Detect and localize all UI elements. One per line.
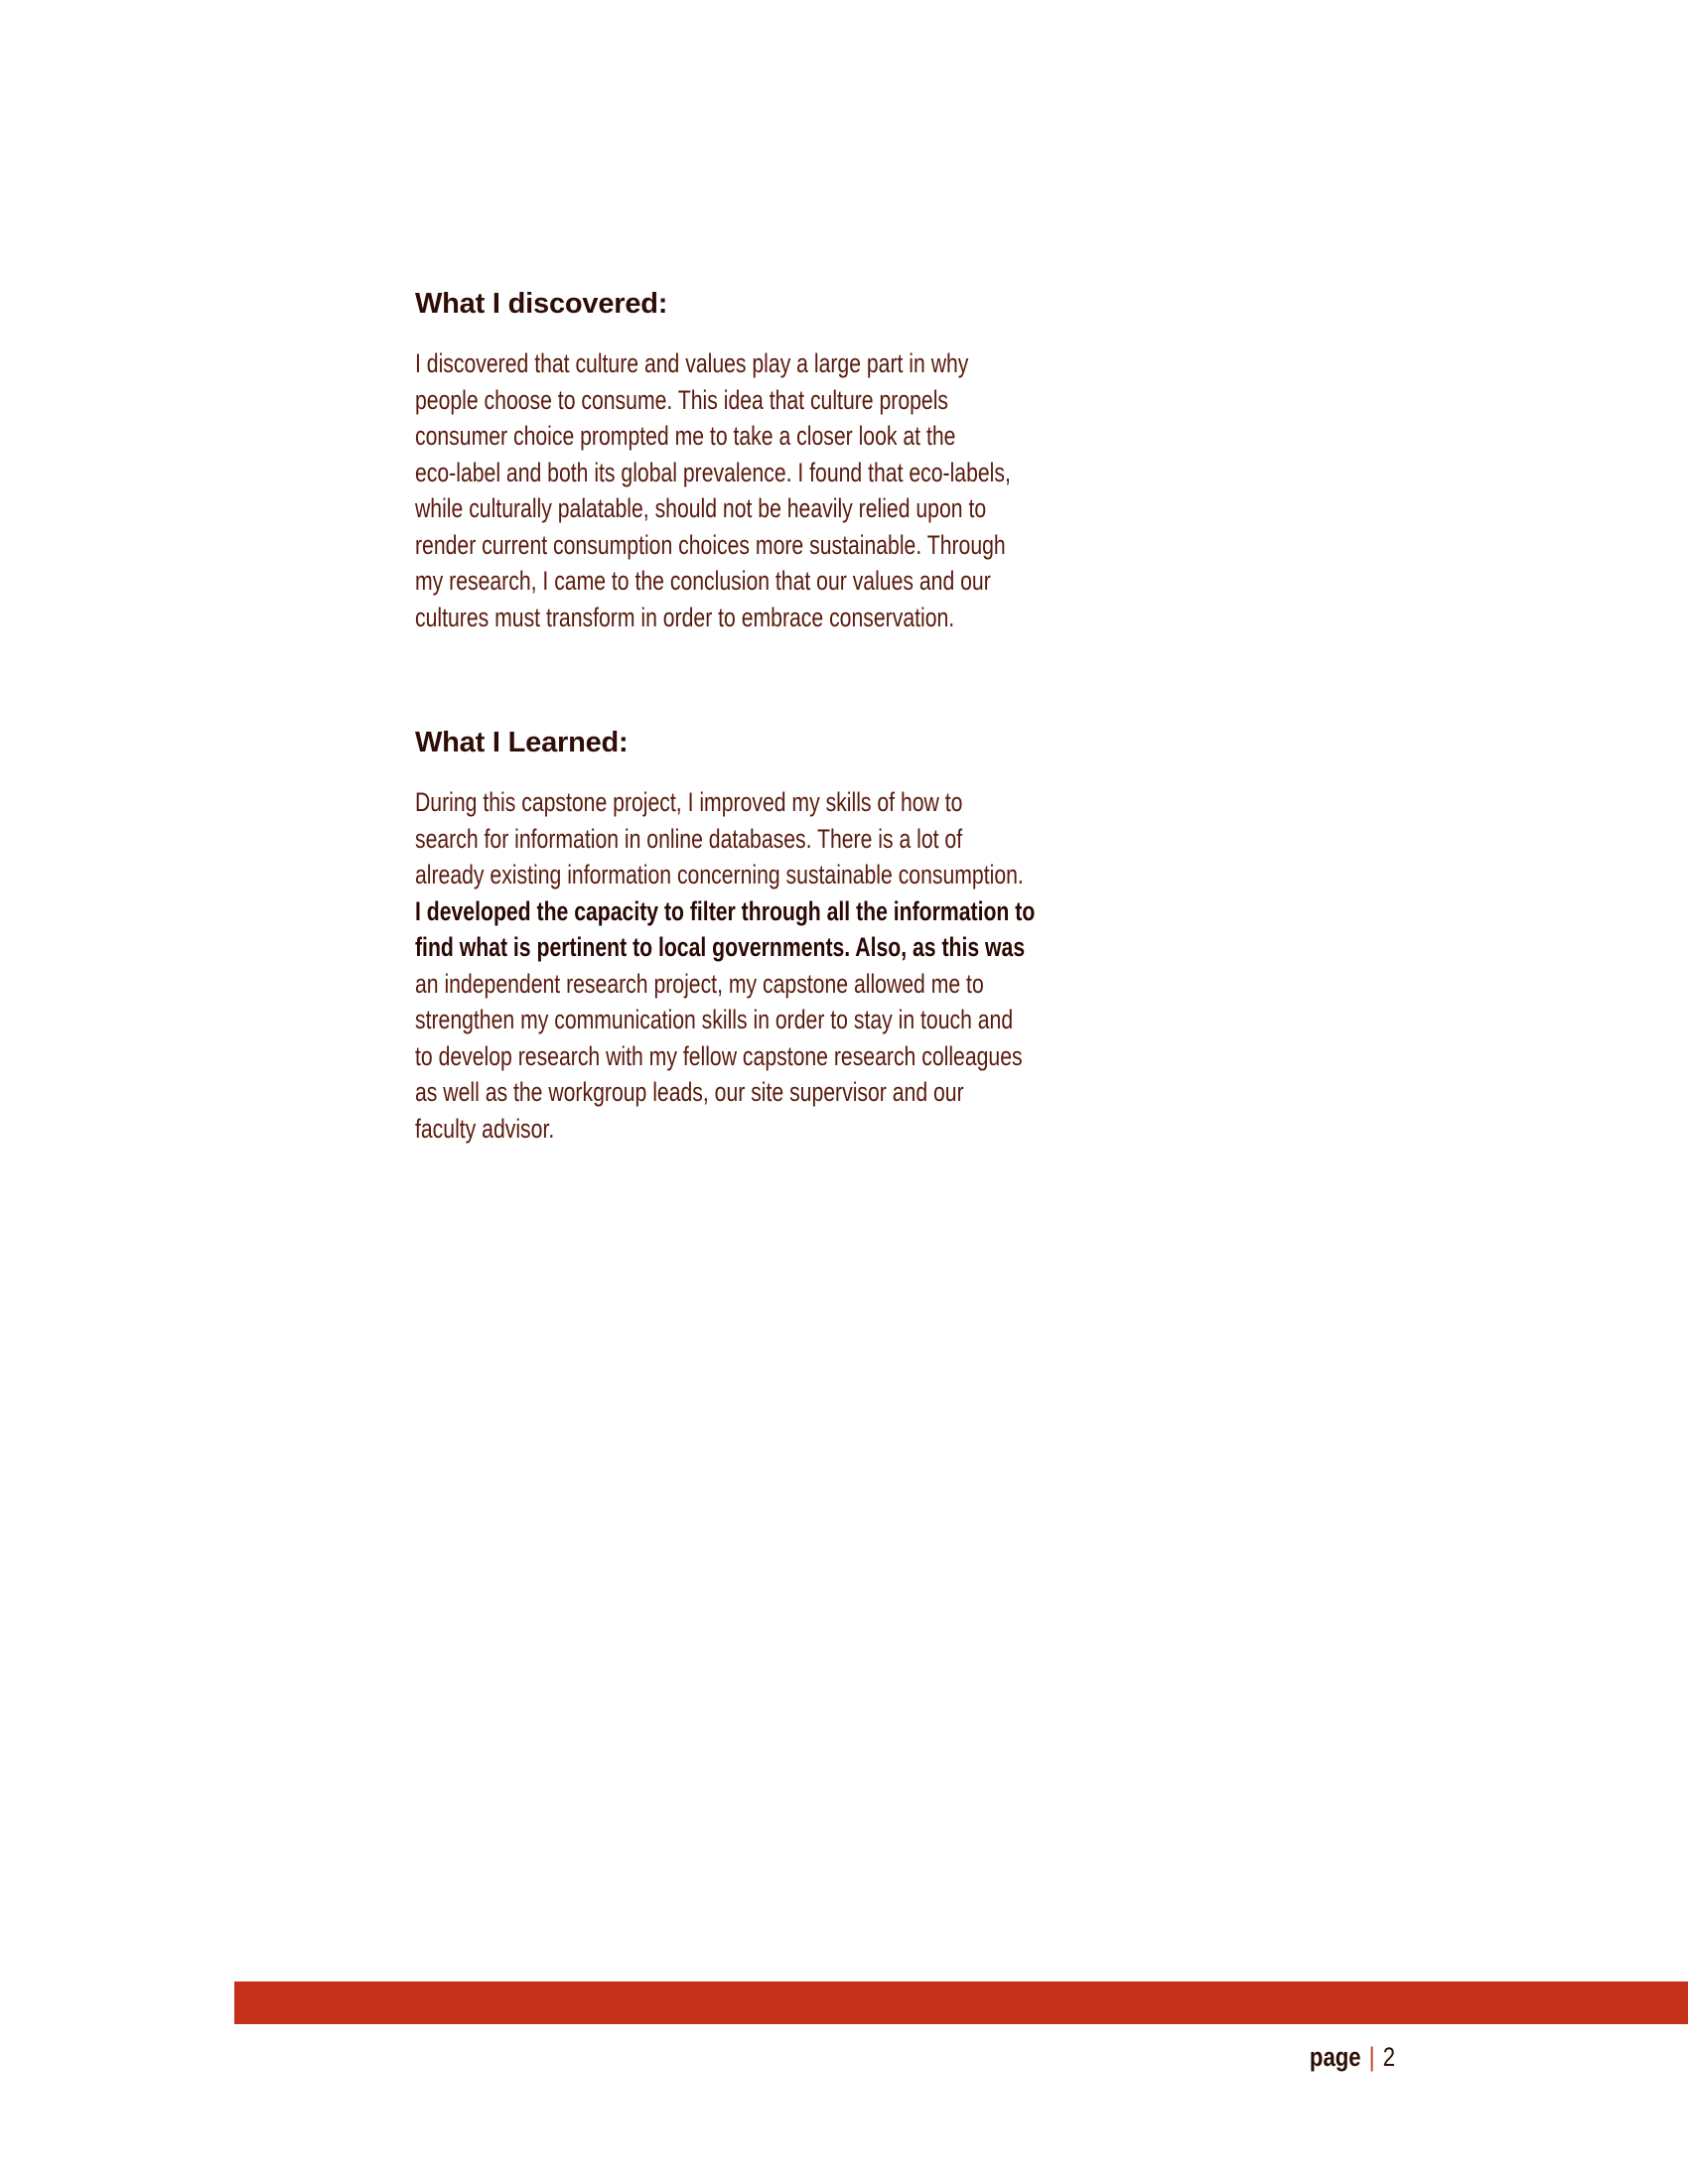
- page-label: page: [1309, 2042, 1361, 2072]
- body-line: to develop research with my fellow capstone research colleagues: [415, 1040, 1023, 1071]
- body-line: strengthen my communication skills in order to stay in touch and: [415, 1005, 1014, 1034]
- section-body: [415, 784, 1130, 1147]
- body-line: render current consumption choices more sustainable. Through: [415, 529, 1006, 560]
- section-learned: [415, 725, 1130, 1147]
- body-line: search for information in online databases. There is a lot of: [415, 823, 963, 854]
- body-line-emphasis: find what is pertinent to local governments. Also, as this was: [415, 932, 1026, 962]
- page-number: [1310, 2039, 1395, 2075]
- body-line: already existing information concerning sustainable consumption.: [415, 860, 1024, 889]
- body-line: an independent research project, my capstone allowed me to: [415, 968, 984, 999]
- body-line: cultures must transform in order to embrace conservation.: [415, 602, 955, 632]
- section-heading: What I discovered:: [415, 288, 668, 320]
- page-number-value: 2: [1382, 2042, 1395, 2072]
- body-line: people choose to consume. This idea that culture propels: [415, 384, 949, 415]
- footer-accent-bar: [234, 1981, 1688, 2024]
- body-line: During this capstone project, I improved my skills of how to: [415, 787, 963, 817]
- section-discovered: [415, 286, 1130, 635]
- body-line: my research, I came to the conclusion that our values and our: [415, 566, 991, 596]
- body-line: I discovered that culture and values play a large part in why: [415, 348, 969, 378]
- body-line: as well as the workgroup leads, our site supervisor and our: [415, 1077, 964, 1107]
- body-line-emphasis: I developed the capacity to filter through all the information to: [415, 895, 1036, 926]
- body-line: while culturally palatable, should not be heavily relied upon to: [415, 493, 987, 523]
- body-line: consumer choice prompted me to take a closer look at the: [415, 421, 956, 451]
- section-body: [415, 345, 1130, 635]
- page-separator: |: [1368, 2042, 1375, 2072]
- body-line: eco-label and both its global prevalence. I found that eco-labels,: [415, 457, 1011, 487]
- section-heading: What I Learned:: [415, 727, 629, 758]
- body-line: faculty advisor.: [415, 1113, 555, 1144]
